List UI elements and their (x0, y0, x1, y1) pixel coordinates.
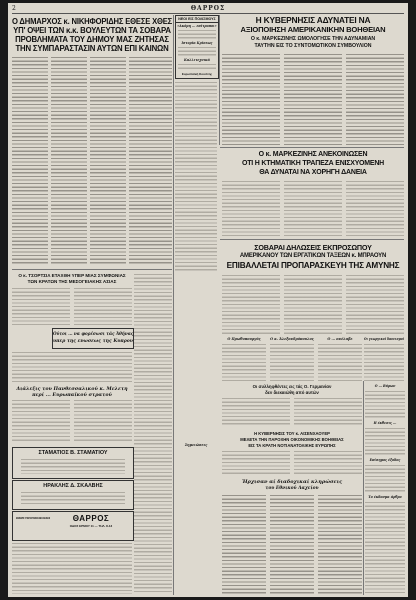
mini-col-2 (270, 343, 314, 381)
right-col-1 (222, 53, 280, 145)
mini-col-1 (222, 343, 266, 381)
center-headline-2: ΟΤΙ Η ΚΤΗΜΑΤΙΚΗ ΤΡΑΠΕΖΑ ΕΝΙΣΧΥΟΜΕΝΗ (241, 160, 385, 167)
aid-col-1 (222, 450, 290, 476)
center-col-1 (222, 180, 280, 236)
sidebar-box-text-2 (178, 46, 216, 56)
middle-left-col-lower (134, 273, 172, 593)
masthead: ΘΑΡΡΟΣ (190, 5, 226, 12)
center-headline-3: ΘΑ ΔΥΝΑΤΑΙ ΝΑ ΧΟΡΗΓΗ ΔΑΝΕΙΑ (259, 169, 367, 176)
left-headline-3: ΠΡΟΒΛΗΜΑΤΑ ΤΟΥ ΔΗΜΟΥ ΜΑΣ ΖΗΤΗΣΑΣ (15, 35, 169, 44)
divider (12, 269, 172, 270)
aid-headline-3: ΕΙΣ ΤΑ ΚΡΑΤΗ ΝΟΤΙΑΝΑΤΟΛΙΚΗΣ ΕΥΡΩΠΗΣ (248, 443, 336, 448)
left-bottom-text (12, 542, 132, 594)
mini-col-3 (318, 343, 362, 381)
story2-headline-2: ΤΩΝ ΚΡΑΤΩΝ ΤΗΣ ΜΕΣΟΓΕΙΑΚΗΣ ΑΣΙΑΣ (27, 279, 117, 284)
divider (220, 147, 404, 148)
page-header (12, 5, 404, 14)
left-headline-1: Ο ΔΗΜΑΡΧΟΣ κ. ΝΙΚΗΦΟΡΙΔΗΣ ΕΘΕΣΕ ΧΘΕΣ (12, 16, 173, 26)
big-col-1 (222, 274, 280, 334)
right-snippet-1: Ο ... Βύρων (374, 384, 396, 388)
center-col-3 (346, 180, 404, 236)
aid-headline-1: Η ΚΥΒΕΡΝΗΣΙΣ ΤΟΥ κ. ΑΙΣΕΝΧΑΟΥΕΡ (254, 431, 330, 436)
right-snippet-2-text (365, 427, 405, 455)
left-headline-2: ΥΠ' ΟΨΕΙ ΤΩΝ κ.κ. ΒΟΥΛΕΥΤΩΝ ΤΑ ΣΟΒΑΡΑ (13, 26, 171, 35)
sidebar-box-item-1: «Ακόμη ... επίτροποι» (177, 24, 217, 28)
story2-col-2 (74, 287, 132, 325)
ad-stamatiou (12, 447, 134, 479)
mini-head-2: Ο κ. Άλεξανδρόπουλος (270, 337, 314, 341)
column-rule (173, 15, 174, 595)
ad-skalvis-name: ΗΡΑΚΛΗΣ Δ. ΣΚΑΛΒΗΣ (43, 483, 103, 489)
ad-tharros-address: ΟΔΟΣ ΕΡΜΟΥ 11 — ΤΗΛ. 8-13 (69, 524, 113, 528)
right-col-3 (346, 53, 404, 145)
sidebar-box-title: ΝΕΟΙ ΕΙΣ ΠΟΛΙΣΜΟΥΣ (176, 17, 218, 23)
sidebar-box-text-1 (178, 29, 216, 39)
lottery-col-1 (222, 494, 266, 594)
sidebar-box-item-3: Καλλιτεχνικά (183, 58, 210, 62)
newspaper-page (8, 3, 408, 597)
ad-skalvis (12, 480, 134, 510)
big-headline-2: ΑΜΕΡΙΚΑΝΟΥ ΤΩΝ ΕΡΓΑΤΙΚΩΝ ΤΑΞΕΩΝ κ. ΜΠΡΑΟΥΝ (239, 253, 387, 259)
big-headline-3: ΕΠΙΒΑΛΛΕΤΑΙ ΠΡΟΠΑΡΑΣΚΕΥΗ ΤΗΣ ΑΜΥΝΗΣ (226, 261, 400, 270)
column-rule (219, 15, 220, 145)
lottery-title: Ήρχισαν αί διαδοχικαί κληρώσεις (241, 479, 343, 485)
boxed-quote-line-2: υπερ της ενωσεως της Κυπρου (53, 338, 133, 344)
middle-lower-label: Σημειώσεις (184, 443, 208, 447)
divider (220, 239, 404, 240)
aid-col-2 (294, 450, 362, 476)
right-snippet-3-text (365, 464, 405, 492)
right-snippet-4: Το έκδοσμα άρθρο (368, 495, 402, 499)
ad-tharros-brand: ΘΑΡΡΟΣ (72, 514, 110, 523)
right-headline-2: ΑΞΙΟΠΟΙΗΣΗ ΑΜΕΡΙΚΑΝΙΚΗΝ ΒΟΗΘΕΙΑΝ (240, 25, 386, 34)
right-col-2 (284, 53, 342, 145)
big-col-3 (346, 274, 404, 334)
big-col-2 (284, 274, 342, 334)
ad-skalvis-text (21, 491, 125, 505)
story3-headline-2: περί ... Ευρωπαϊκού στρατού (32, 392, 112, 398)
aid-headline-2: ΜΕΛΕΤΑ ΤΗΝ ΠΑΡΟΧΗΝ ΟΙΚΟΝΟΜΙΚΗΣ ΒΟΗΘΕΙΑΣ (240, 437, 344, 442)
left-article-col-3 (90, 56, 126, 266)
right-snippet-4-text (365, 501, 405, 593)
lottery-col-2 (270, 494, 314, 594)
right-snippet-3: Επίσημος έξοδος (369, 458, 401, 462)
column-rule (363, 381, 364, 595)
story-boxed-body (12, 351, 132, 383)
story2-headline-1: Ο κ. ΤΣΟΡΤΣΙΛ ΕΤΑΧΘΗ ΥΠΕΡ ΜΙΑΣ ΣΥΜΦΩΝΙΑΣ (18, 273, 126, 278)
lottery-col-3 (318, 494, 362, 594)
story3-headline-1: Διάλεξις του Πανθεσσαλικού κ. Μελετη (16, 386, 128, 392)
left-article-col-2 (51, 56, 87, 266)
big-headline-1: ΣΟΒΑΡΑΙ ΔΗΛΩΣΕΙΣ ΕΚΠΡΟΣΩΠΟΥ (254, 243, 372, 252)
right-snippet-2: Η έκθεσις ... (373, 421, 397, 425)
mini-head-4: Οι γεωργικοί δανεισμοί (364, 337, 405, 341)
collab-headline-2: δεν διεκαιώθη από αυτών (265, 390, 319, 395)
left-article-col-1 (12, 56, 48, 266)
sidebar-box (175, 15, 219, 79)
lottery-subtitle: του Εθνικού Λαχείου (265, 486, 319, 491)
story3-col-2 (74, 399, 132, 443)
right-snippet-1-text (365, 390, 405, 418)
sidebar-box-text-3 (178, 63, 216, 71)
boxed-quote-line-1: Ούτοι ... να φορέσωσι τάς Άθήνας (53, 331, 134, 337)
ad-tharros (12, 511, 134, 541)
center-headline-1: Ο κ. ΜΑΡΚΕΖΙΝΗΣ ΑΝΕΚΟΙΝΩΣΕΝ (258, 151, 368, 158)
story3-col-1 (12, 399, 70, 443)
sidebar-box-item-2: Ιστορία Κρίσεως (181, 41, 213, 45)
left-headline-4: ΤΗΝ ΣΥΜΠΑΡΑΣΤΑΣΙΝ ΑΥΤΩΝ ΕΠΙ ΚΑΙΝΩΝ (15, 44, 169, 53)
left-article-col-4 (129, 56, 172, 266)
mini-head-1: Ο Πρωθυπουργός (227, 337, 261, 341)
collab-col-2 (294, 397, 362, 427)
right-subheadline-2: ΤΑΥΤΗΝ ΕΙΣ ΤΟ ΣΥΝΤΟΜΩΤΙΚΟΝ ΣΥΜΒΟΥΛΙΟΝ (254, 43, 372, 49)
page-number: 2 (12, 5, 16, 12)
collab-col-1 (222, 397, 290, 427)
story2-col-1 (12, 287, 70, 325)
ad-stamatiou-text (21, 458, 125, 474)
right-subheadline-1: Ο κ. ΜΑΡΚΕΖΙΝΗΣ ΩΜΟΛΟΓΗΣΕ ΤΗΝ ΑΔΥΝΑΜΙΑΝ (250, 36, 376, 42)
mini-col-4 (364, 343, 404, 381)
right-headline-1: Η ΚΥΒΕΡΝΗΣΙΣ ΑΔΥΝΑΤΕΙ ΝΑ (255, 15, 371, 25)
boxed-quote (52, 328, 134, 349)
middle-col-upper (175, 81, 217, 271)
ad-stamatiou-name: ΣΤΑΜΑΤΙΟΣ Β. ΣΤΑΜΑΤΙΟΥ (38, 450, 108, 456)
mini-head-3: Ο ... ανέλαβε (327, 337, 353, 341)
sidebar-box-footer: Ευρωπαϊκή Κοινότης (181, 72, 213, 76)
ad-tharros-org: ΕΦΗΜΕΡΙΣ ΣΥΝΕΤΑΙΡΙΣΜΩΝ ΒΙΒΛΙΟΘΗΚΩΝ (16, 516, 50, 520)
collab-headline-1: Οι συλληφθέντες εις τάς Ο. Γερμανίαν (252, 384, 332, 389)
center-col-2 (284, 180, 342, 236)
